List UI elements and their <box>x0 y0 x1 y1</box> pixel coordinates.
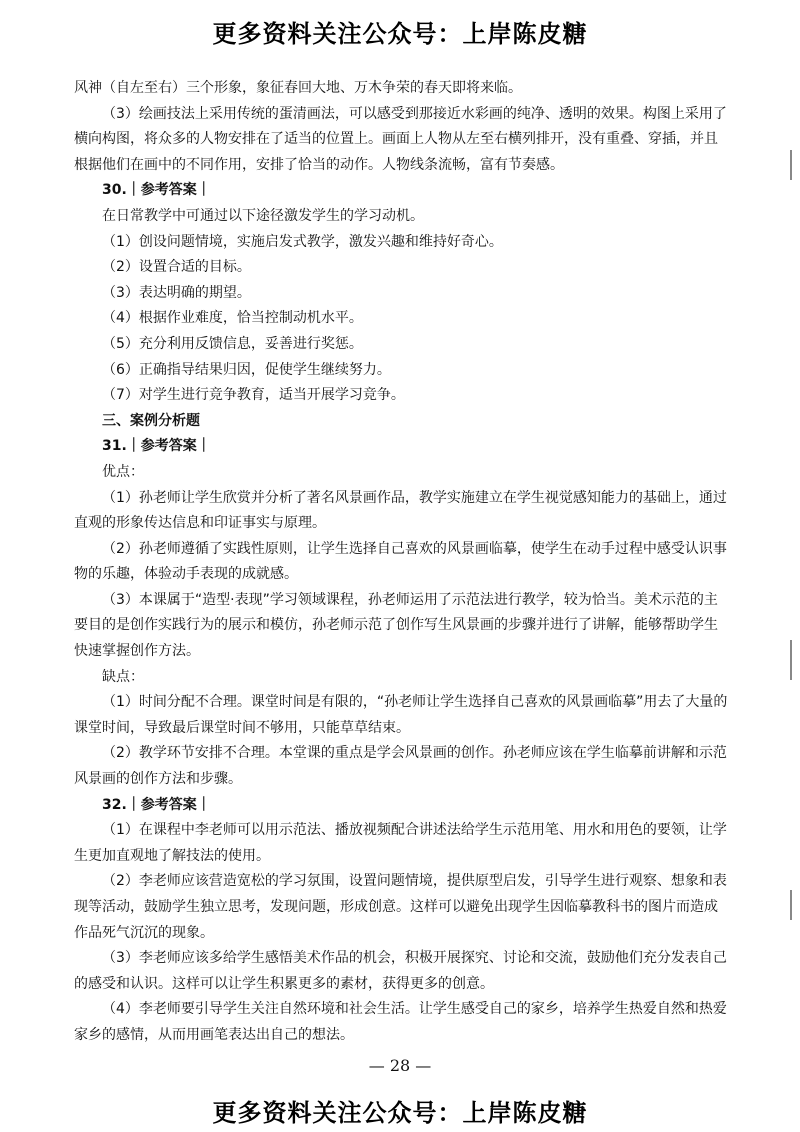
paragraph: （6）正确指导结果归因，促使学生继续努力。 <box>102 361 391 378</box>
paragraph: 优点： <box>102 463 144 480</box>
paragraph: 在日常教学中可通过以下途径激发学生的学习动机。 <box>102 207 424 224</box>
scan-edge-mark <box>790 890 792 920</box>
paragraph: （3）绘画技法上采用传统的蛋清画法，可以感受到那接近水彩画的纯净、透明的效果。构图上采用了横向构图，将众多的人物安排在了适当的位置上。画面上人物从左至右横列排开，没有重叠、穿插，并且根据他们在画中的不同作用，安排了恰当的动作。人物线条流畅，富有节奏感。 <box>74 105 727 173</box>
paragraph: （1）孙老师让学生欣赏并分析了著名风景画作品，教学实施建立在学生视觉感知能力的基础上，通过直观的形象传达信息和印证事实与原理。 <box>74 489 727 532</box>
paragraph: （2）教学环节安排不合理。本堂课的重点是学会风景画的创作。孙老师应该在学生临摹前讲解和示范风景画的创作方法和步骤。 <box>74 745 727 788</box>
paragraph: （4）根据作业难度，恰当控制动机水平。 <box>102 310 363 327</box>
paragraph: （2）孙老师遵循了实践性原则，让学生选择自己喜欢的风景画临摹，使学生在动手过程中感受认识事物的乐趣，体验动手表现的成就感。 <box>74 540 727 583</box>
paragraph: （3）本课属于“造型·表现”学习领域课程，孙老师运用了示范法进行教学，较为恰当。美术示范的主要目的是创作实践行为的展示和模仿，孙老师示范了创作写生风景画的步骤并进行了讲解，能够帮助学生快速掌握创作方法。 <box>74 591 718 660</box>
paragraph: （1）在课程中李老师可以用示范法、播放视频配合讲述法给学生示范用笔、用水和用色的要领，让学生更加直观地了解技法的使用。 <box>74 822 727 864</box>
section-heading: 31.｜参考答案｜ <box>102 438 211 455</box>
watermark-banner-bottom: 更多资料关注公众号：上岸陈皮糖 <box>212 1099 588 1127</box>
scan-edge-mark <box>790 640 792 680</box>
paragraph: （3）表达明确的期望。 <box>102 284 251 301</box>
page-number: — 28 — <box>368 1056 432 1075</box>
scan-edge-mark <box>790 150 792 180</box>
paragraph: 缺点： <box>102 668 144 685</box>
paragraph: （2）李老师应该营造宽松的学习氛围，设置问题情境，提供原型启发，引导学生进行观察、想象和表现等活动，鼓励学生独立思考，发现问题，形成创意。这样可以避免出现学生因临摹教科书的图片而造成作品死气沉沉的现象。 <box>74 873 727 941</box>
paragraph: （1）时间分配不合理。课堂时间是有限的，“孙老师让学生选择自己喜欢的风景画临摹”用去了大量的课堂时间，导致最后课堂时间不够用，只能草草结束。 <box>74 694 728 736</box>
paragraph: （3）李老师应该多给学生感悟美术作品的机会，积极开展探究、讨论和交流，鼓励他们充分发表自己的感受和认识。这样可以让学生积累更多的素材，获得更多的创意。 <box>74 950 727 992</box>
paragraph: （5）充分利用反馈信息，妥善进行奖惩。 <box>102 335 363 352</box>
section-heading: 32.｜参考答案｜ <box>102 796 211 813</box>
paragraph: （4）李老师要引导学生关注自然环境和社会生活。让学生感受自己的家乡，培养学生热爱自然和热爱家乡的感情，从而用画笔表达出自己的想法。 <box>74 1001 727 1043</box>
paragraph: （1）创设问题情境，实施启发式教学，激发兴趣和维持好奇心。 <box>102 233 503 250</box>
section-heading: 30.｜参考答案｜ <box>102 182 211 199</box>
document-body <box>74 76 728 1049</box>
paragraph: （7）对学生进行竞争教育，适当开展学习竞争。 <box>102 387 405 404</box>
paragraph: 风神（自左至右）三个形象，象征春回大地、万木争荣的春天即将来临。 <box>74 80 522 96</box>
watermark-banner-top: 更多资料关注公众号：上岸陈皮糖 <box>212 20 588 48</box>
paragraph: （2）设置合适的目标。 <box>102 259 251 276</box>
section-heading: 三、案例分析题 <box>102 412 200 429</box>
